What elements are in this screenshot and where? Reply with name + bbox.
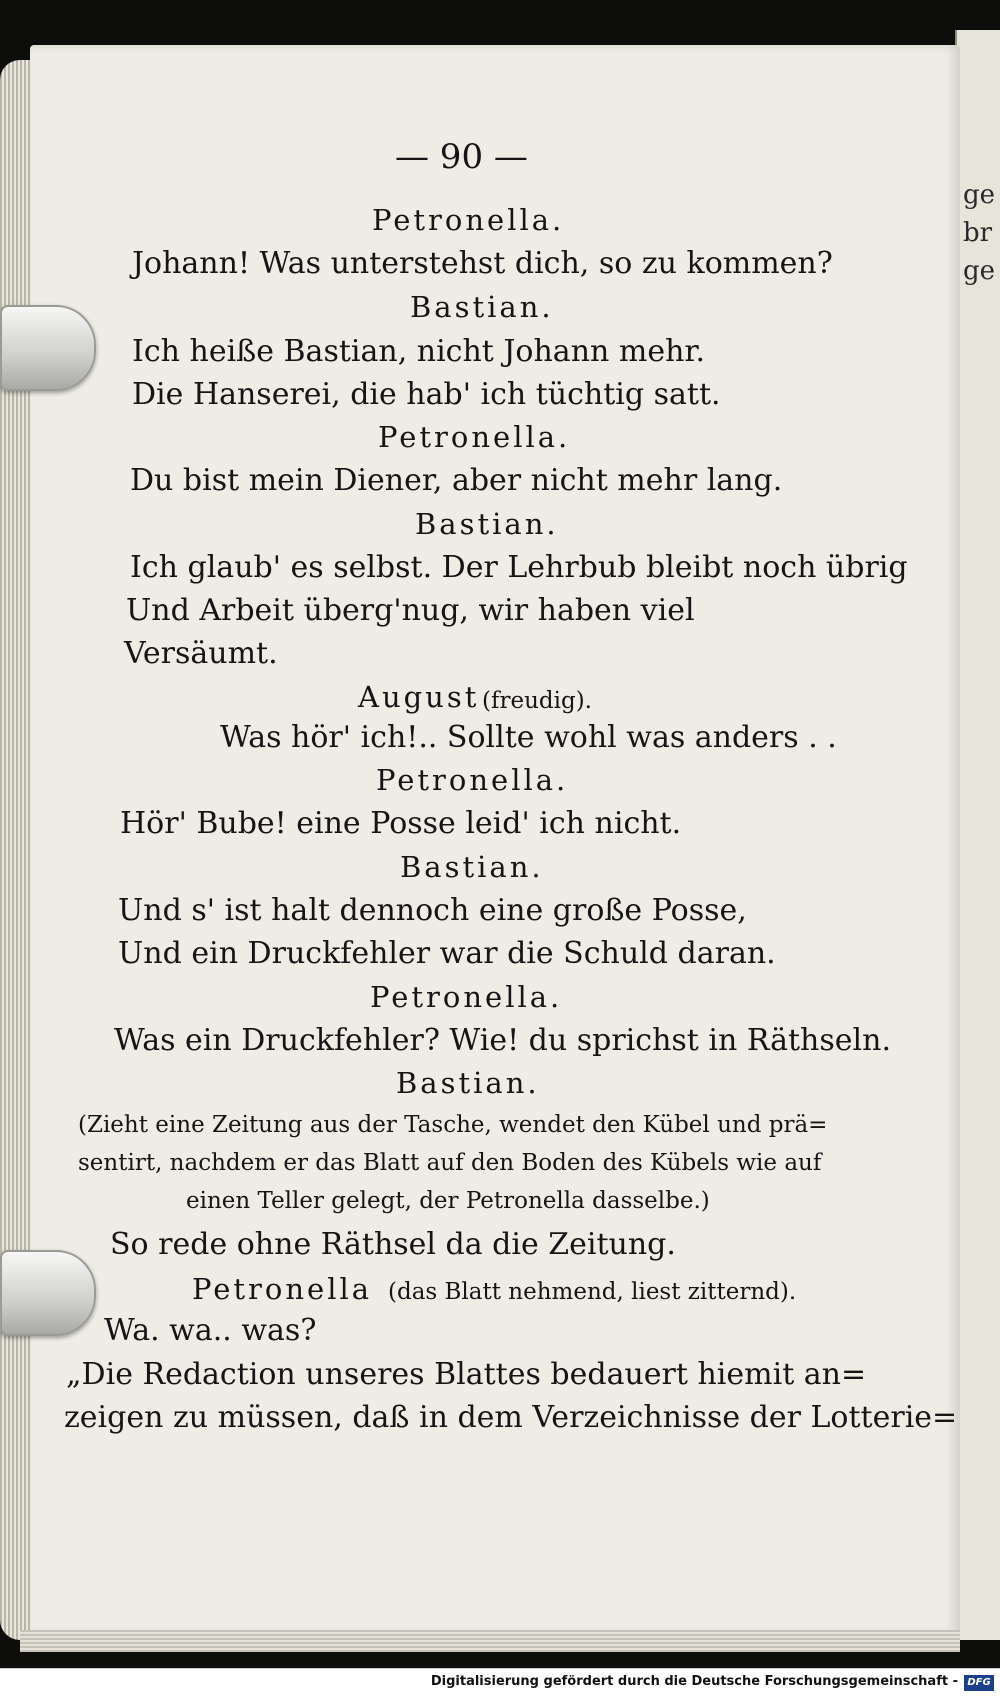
verse-line: Hör' Bube! eine Posse leid' ich nicht.: [120, 806, 682, 841]
verse-line: Und Arbeit überg'nug, wir haben viel: [126, 593, 695, 628]
facing-fragment: br: [963, 218, 993, 248]
speaker-name: August: [358, 680, 480, 714]
speaker-name: Bastian.: [400, 850, 544, 884]
speaker-name: Bastian.: [396, 1066, 540, 1100]
verse-line: Ich heiße Bastian, nicht Johann mehr.: [132, 334, 705, 369]
stage-direction: einen Teller gelegt, der Petronella dasselbe.): [186, 1188, 710, 1214]
speaker-name: Petronella.: [376, 763, 569, 797]
stage-direction: (Zieht eine Zeitung aus der Tasche, wendet den Kübel und prä=: [78, 1112, 828, 1138]
speaker-name: Petronella.: [370, 980, 563, 1014]
binder-clip: [0, 305, 96, 391]
verse-line: Was hör' ich!.. Sollte wohl was anders . .: [220, 720, 837, 755]
prose-line: zeigen zu müssen, daß in dem Verzeichnisse der Lotterie=: [64, 1400, 958, 1435]
page-stack-bottom: [20, 1630, 960, 1652]
verse-line: So rede ohne Räthsel da die Zeitung.: [110, 1227, 676, 1262]
facing-fragment: ge: [963, 256, 996, 286]
verse-line: Und s' ist halt dennoch eine große Posse,: [118, 893, 747, 928]
speaker-name: Petronella: [192, 1272, 373, 1306]
facing-fragment: ge: [963, 180, 996, 210]
verse-line: Du bist mein Diener, aber nicht mehr lang.: [130, 463, 783, 498]
speaker-name: Bastian.: [415, 507, 559, 541]
prose-line: „Die Redaction unseres Blattes bedauert hiemit an=: [66, 1357, 867, 1392]
stage-direction: (das Blatt nehmend, liest zitternd).: [388, 1279, 797, 1305]
verse-line: Ich glaub' es selbst. Der Lehrbub bleibt noch übrig: [130, 550, 908, 585]
binder-clip: [0, 1250, 96, 1336]
speaker-name: Petronella.: [372, 203, 565, 237]
stage-direction: sentirt, nachdem er das Blatt auf den Boden des Kübels wie auf: [78, 1150, 822, 1176]
verse-line: Wa. wa.. was?: [104, 1313, 317, 1348]
speaker-name: Petronella.: [378, 420, 571, 454]
speaker-name: Bastian.: [410, 290, 554, 324]
facing-page: [955, 30, 1000, 1640]
footer-credit: Digitalisierung gefördert durch die Deutsche Forschungsgemeinschaft -: [430, 1674, 958, 1689]
verse-line: Die Hanserei, die hab' ich tüchtig satt.: [132, 377, 721, 412]
verse-line: Versäumt.: [124, 636, 278, 671]
verse-line: Was ein Druckfehler? Wie! du sprichst in Räthseln.: [114, 1023, 891, 1058]
page-number: — 90 —: [395, 137, 528, 177]
verse-line: Johann! Was unterstehst dich, so zu kommen?: [132, 246, 833, 281]
digitization-footer: [0, 1668, 1000, 1698]
stage-direction: (freudig).: [482, 688, 592, 714]
dfg-logo: DFG: [964, 1675, 994, 1691]
verse-line: Und ein Druckfehler war die Schuld daran.: [118, 936, 776, 971]
